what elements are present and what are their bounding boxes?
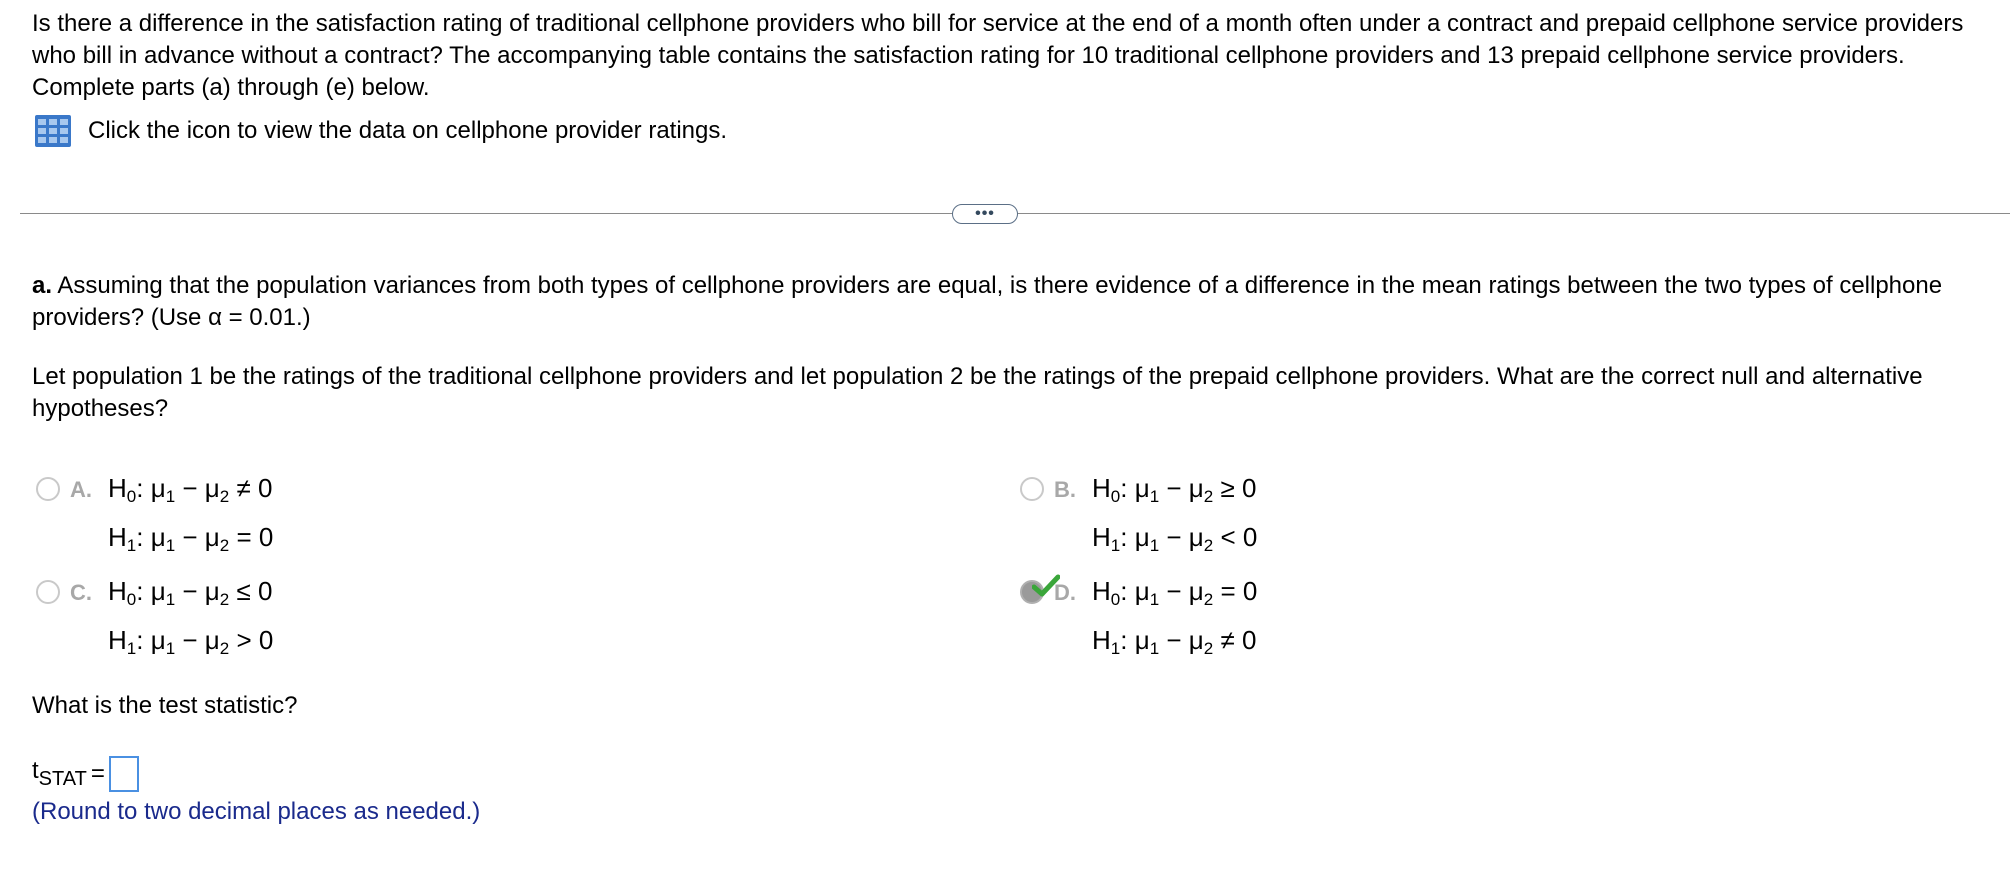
option-b-h0: $H_0$: $\mu_1 - \mu_2 \ge 0$	[1092, 473, 1257, 506]
view-data-link[interactable]	[34, 114, 727, 148]
correct-check-icon	[1032, 574, 1060, 598]
option-c[interactable]	[36, 577, 273, 669]
option-d[interactable]	[1020, 577, 1257, 669]
option-a-h0-operator: ≠	[236, 473, 251, 503]
option-c-hypotheses	[108, 571, 273, 669]
option-c-h0-operator: ≤	[236, 576, 251, 606]
option-a-hypotheses	[108, 468, 273, 566]
part-a-text: Assuming that the population variances from both types of cellphone providers are equal, is there evidence of a difference in the mean ratings between the two types of cellphone providers? (Use α = 0.01.)	[32, 272, 1943, 331]
option-b-h1: $H_1$: $\mu_1 - \mu_2 < 0$	[1092, 522, 1258, 555]
option-a[interactable]	[36, 474, 273, 566]
option-d-hypotheses	[1092, 571, 1257, 669]
option-b-letter: B.	[1054, 477, 1076, 502]
tstat-input[interactable]	[109, 756, 139, 792]
expand-button[interactable]: •••	[952, 204, 1018, 224]
option-d-radio[interactable]	[1020, 580, 1044, 604]
option-c-radio[interactable]	[36, 580, 60, 604]
option-c-letter: C.	[70, 580, 92, 605]
tstat-label-sub: STAT	[38, 768, 87, 790]
option-b-h1-operator: <	[1220, 522, 1236, 552]
option-b-h0-operator: ≥	[1220, 473, 1235, 503]
tstat-equals: =	[90, 760, 105, 787]
tstat-label-main: t	[32, 757, 39, 784]
tstat-answer-row	[32, 756, 139, 792]
problem-intro: Is there a difference in the satisfaction rating of traditional cellphone providers who bill for service at the end of a month often under a contract and prepaid cellphone service providers who bill in advance without a contract? The accompanying table contains the satisfaction rating for 10 traditional cellphone providers and 13 prepaid cellphone service providers. Complete parts (a) through (e) below.	[32, 10, 1964, 101]
option-d-letter: D.	[1054, 580, 1076, 605]
option-d-h1: $H_1$: $\mu_1 - \mu_2 \ne 0$	[1092, 625, 1257, 658]
view-data-label[interactable]: Click the icon to view the data on cellphone provider ratings.	[88, 117, 728, 144]
part-a-question	[32, 270, 1992, 334]
option-c-h1: $H_1$: $\mu_1 - \mu_2 > 0$	[108, 625, 274, 658]
option-d-h1-operator: ≠	[1220, 625, 1235, 655]
option-a-radio[interactable]	[36, 477, 60, 501]
data-table-icon[interactable]	[34, 114, 72, 148]
option-b-radio[interactable]	[1020, 477, 1044, 501]
option-a-h1-operator: =	[236, 522, 252, 552]
part-a-label: a.	[32, 272, 53, 299]
option-a-letter: A.	[70, 477, 92, 502]
option-d-h0-operator: =	[1220, 576, 1236, 606]
option-d-h0: $H_0$: $\mu_1 - \mu_2 = 0$	[1092, 576, 1258, 609]
option-c-h0: $H_0$: $\mu_1 - \mu_2 \le 0$	[108, 576, 273, 609]
tstat-label	[32, 757, 87, 791]
test-statistic-question: What is the test statistic?	[32, 692, 298, 719]
hypotheses-prompt: Let population 1 be the ratings of the traditional cellphone providers and let population 2 be the ratings of the prepaid cellphone providers. What are the correct null and alternative hypotheses?	[32, 363, 1923, 422]
option-b[interactable]	[1020, 474, 1257, 566]
option-b-hypotheses	[1092, 468, 1257, 566]
option-a-h1: $H_1$: $\mu_1 - \mu_2 = 0$	[108, 522, 274, 555]
option-a-h0: $H_0$: $\mu_1 - \mu_2 \ne 0$	[108, 473, 273, 506]
option-c-h1-operator: >	[236, 625, 252, 655]
rounding-hint: (Round to two decimal places as needed.)	[32, 798, 481, 825]
